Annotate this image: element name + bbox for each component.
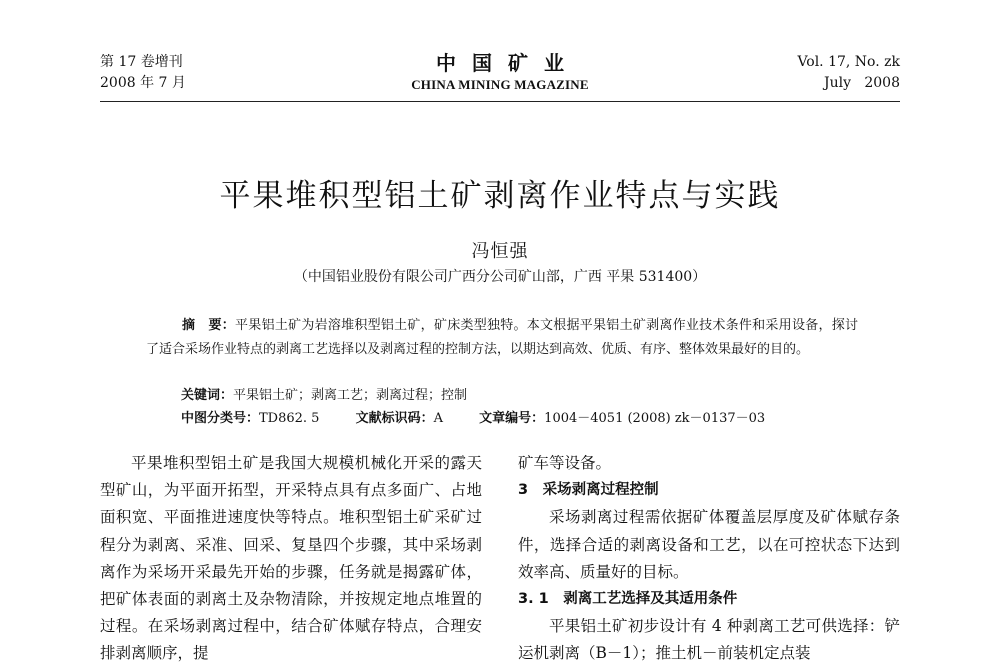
body-column-right bbox=[518, 450, 900, 668]
journal-name-cn: 中国矿业 bbox=[436, 51, 580, 75]
volume-en: Vol. 17, No. zk bbox=[797, 54, 900, 70]
classification-line bbox=[181, 407, 797, 426]
keywords-label: 关键词： bbox=[181, 388, 234, 403]
header-left bbox=[100, 52, 186, 98]
date-cn: 2008 年 7 月 bbox=[100, 75, 186, 91]
journal-name-en: CHINA MINING MAGAZINE bbox=[411, 77, 589, 92]
clc-value: TD862. 5 bbox=[259, 411, 320, 426]
clc-label: 中图分类号： bbox=[181, 411, 260, 426]
keywords bbox=[181, 384, 467, 403]
header-center bbox=[360, 52, 640, 98]
abstract bbox=[146, 314, 858, 362]
section-3-1-heading: 3. 1 剥离工艺选择及其适用条件 bbox=[518, 591, 738, 608]
header-rule bbox=[100, 101, 900, 102]
paper-author: 冯恒强 bbox=[471, 241, 529, 262]
header-right bbox=[797, 52, 900, 98]
author-affiliation: （中国铝业股份有限公司广西分公司矿山部，广西 平果 531400） bbox=[293, 269, 707, 285]
continued-line: 矿车等设备。 bbox=[518, 454, 612, 472]
article-no-label: 文章编号： bbox=[479, 411, 545, 426]
keywords-text: 平果铝土矿；剥离工艺；剥离过程；控制 bbox=[233, 388, 468, 403]
paper-title: 平果堆积型铝土矿剥离作业特点与实践 bbox=[219, 178, 781, 214]
article-no-value: 1004－4051 (2008) zk－0137－03 bbox=[544, 411, 766, 426]
section-3-heading: 3 采场剥离过程控制 bbox=[518, 482, 659, 499]
section-3-1-paragraph: 平果铝土矿初步设计有 4 种剥离工艺可供选择：铲运机剥离（B－1）；推土机－前装机定点装 bbox=[518, 617, 900, 663]
section-3-paragraph: 采场剥离过程需依据矿体覆盖层厚度及矿体赋存条件，选择合适的剥离设备和工艺，以在可控状态下达到效率高、质量好的目标。 bbox=[518, 508, 900, 581]
volume-cn: 第 17 卷增刊 bbox=[100, 54, 183, 70]
abstract-label: 摘 要： bbox=[182, 318, 236, 333]
doc-code-label: 文献标识码： bbox=[355, 411, 434, 426]
abstract-text: 平果铝土矿为岩溶堆积型铝土矿，矿床类型独特。本文根据平果铝土矿剥离作业技术条件和采用设备，探讨了适合采场作业特点的剥离工艺选择以及剥离过程的控制方法，以期达到高效、优质、有序、整体效果最好的目的。 bbox=[146, 318, 858, 357]
doc-code-value: A bbox=[433, 411, 444, 426]
intro-paragraph: 平果堆积型铝土矿是我国大规模机械化开采的露天型矿山，为平面开拓型，开采特点具有点多面广、占地面积宽、平面推进速度快等特点。堆积型铝土矿采矿过程分为剥离、采准、回采、复垦四个步骤，其中采场剥离作为采场开采最先开始的步骤，任务就是揭露矿体，把矿体表面的剥离土及杂物清除，并按规定地点堆置的过程。在采场剥离过程中，结合矿体赋存特点，合理安排剥离顺序，提 bbox=[100, 454, 482, 663]
body-column-left bbox=[100, 450, 482, 668]
date-en: July 2008 bbox=[824, 75, 900, 91]
